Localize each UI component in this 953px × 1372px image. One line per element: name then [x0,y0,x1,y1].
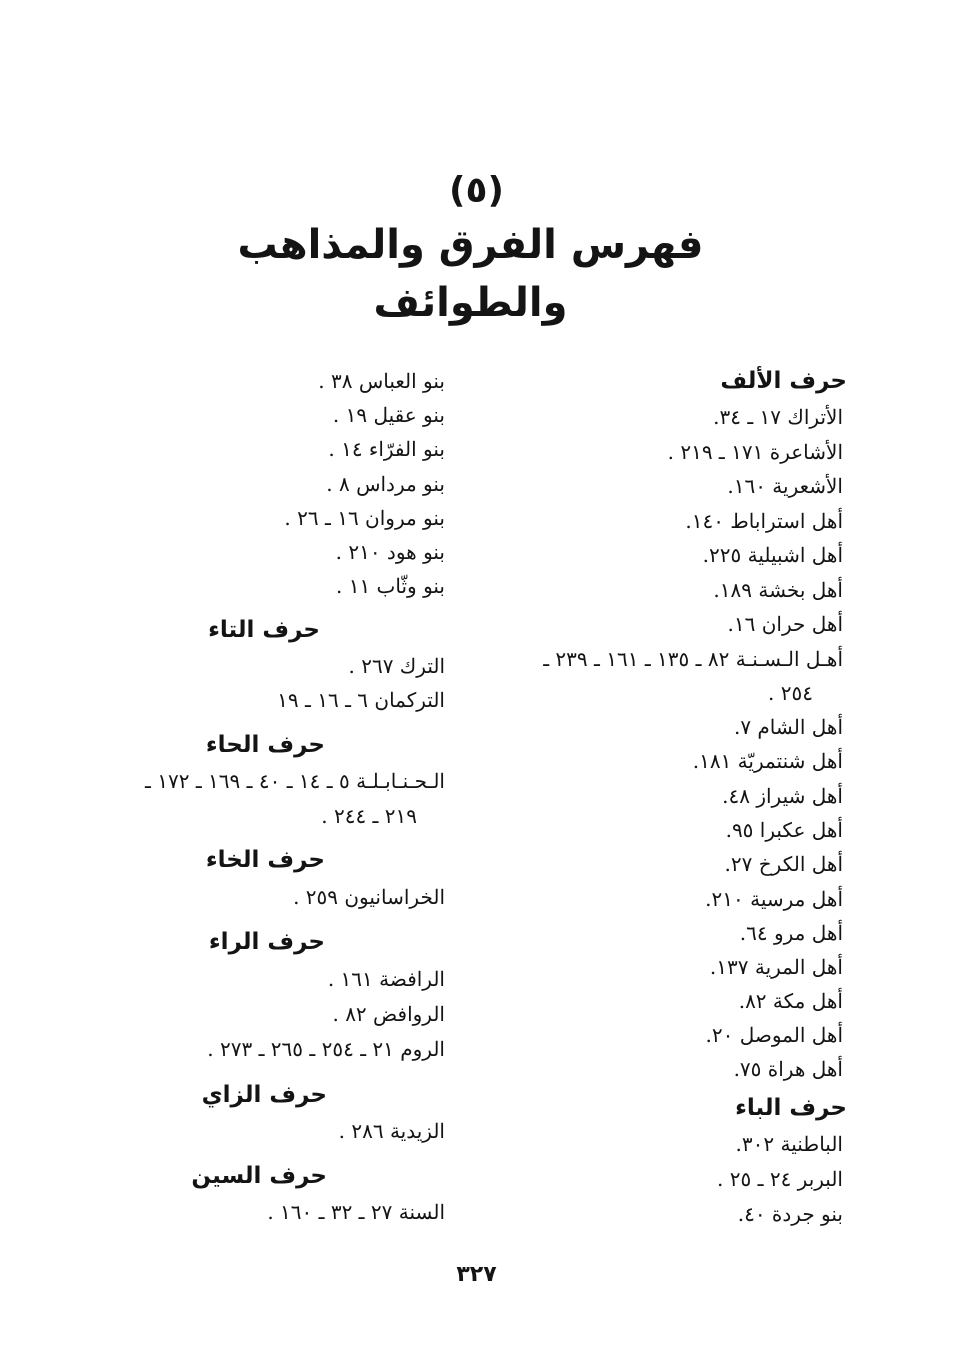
index-entry: أهل مرو ٦٤. [739,921,843,945]
index-number: (٥) [449,170,504,211]
index-entry: بنو جردة ٤٠. [737,1202,843,1226]
index-entry: أهل الموصل ٢٠. [705,1023,843,1047]
index-entry: الباطنية ٣٠٢. [735,1132,843,1156]
index-entry: الرافضة ١٦١ . [327,967,445,991]
index-entry: بنو مروان ١٦ ـ ٢٦ . [284,506,445,530]
section-heading: حرف التاء [208,617,320,643]
index-entry: الأتراك ١٧ ـ ٣٤. [713,405,843,429]
index-entry: بنو الفرّاء ١٤ . [328,437,445,461]
index-entry: بنو هود ٢١٠ . [335,540,445,564]
index-entry-continuation: ٢١٩ ـ ٢٤٤ . [321,804,417,828]
index-entry: الأشاعرة ١٧١ ـ ٢١٩ . [667,440,843,464]
index-entry: أهل اشبيلية ٢٢٥. [702,543,843,567]
index-entry: الأشعرية ١٦٠. [727,474,843,498]
section-heading: حرف الألف [720,368,847,394]
index-entry: أهل الشام ٧. [733,715,843,739]
index-entry: أهـل الـسـنـة ٨٢ ـ ١٣٥ ـ ١٦١ ـ ٢٣٩ ـ [543,647,843,671]
index-entry: بنو عقيل ١٩ . [332,403,445,427]
index-entry: التركمان ٦ ـ ١٦ ـ ١٩ [277,688,445,712]
section-heading: حرف الحاء [205,732,325,758]
index-entry: أهل حران ١٦. [727,612,843,636]
index-entry: أهل بخشة ١٨٩. [713,578,843,602]
section-heading: حرف الراء [208,929,325,955]
section-heading: حرف الزاي [201,1082,327,1108]
index-entry: أهل استراباط ١٤٠. [685,509,843,533]
index-entry: أهل المرية ١٣٧. [709,955,843,979]
index-entry: الزيدية ٢٨٦ . [338,1119,445,1143]
index-entry: أهل شيراز ٤٨. [722,784,843,808]
index-entry: أهل الكرخ ٢٧. [724,852,843,876]
section-heading: حرف السين [191,1163,327,1189]
index-entry: الروم ٢١ ـ ٢٥٤ ـ ٢٦٥ ـ ٢٧٣ . [207,1037,445,1061]
index-entry: الـحـنـابـلـة ٥ ـ ١٤ ـ ٤٠ ـ ١٦٩ ـ ١٧٢ ـ [145,769,445,793]
index-entry: الترك ٢٦٧ . [348,654,445,678]
index-entry: البربر ٢٤ ـ ٢٥ . [717,1167,843,1191]
index-entry: أهل مكة ٨٢. [738,989,843,1013]
index-entry-continuation: ٢٥٤ . [768,681,813,705]
index-entry: أهل مرسية ٢١٠. [705,887,843,911]
index-title: فهرس الفرق والمذاهب [237,222,704,268]
index-entry: الخراسانيون ٢٥٩ . [293,885,445,909]
section-heading: حرف الخاء [205,847,325,873]
index-title-continued: والطوائف [373,280,568,326]
index-entry: أهل هراة ٧٥. [733,1057,843,1081]
index-entry: أهل شنتمريّة ١٨١. [692,749,843,773]
index-entry: بنو العباس ٣٨ . [318,369,445,393]
index-entry: السنة ٢٧ ـ ٣٢ ـ ١٦٠ . [267,1200,445,1224]
index-entry: بنو مرداس ٨ . [326,472,445,496]
section-heading: حرف الباء [735,1095,847,1121]
index-entry: الروافض ٨٢ . [332,1002,445,1026]
index-entry: بنو وثّاب ١١ . [336,574,445,598]
page-number: ٣٢٧ [456,1262,497,1287]
index-entry: أهل عكبرا ٩٥. [725,818,843,842]
